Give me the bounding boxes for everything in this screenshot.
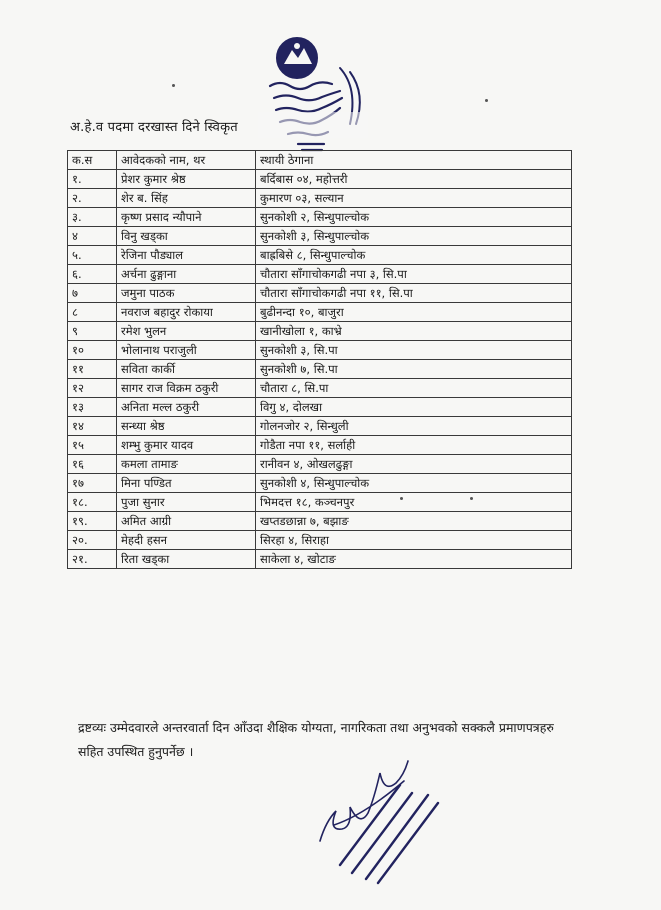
row-serial: २१. [68,550,117,569]
row-serial: ६. [68,265,117,284]
row-applicant-name: रमेश भुलन [117,322,256,341]
table-row [68,341,572,360]
row-address: बुढीनन्दा १०, बाजुरा [256,303,572,322]
row-applicant-name: अनिता मल्ल ठकुरी [117,398,256,417]
table-row [68,455,572,474]
row-address: साकेला ४, खोटाङ [256,550,572,569]
header-serial: क.स [68,151,117,170]
row-serial: ८ [68,303,117,322]
row-applicant-name: प्रेशर कुमार श्रेष्ठ [117,170,256,189]
row-address: चौतारा साँगाचोकगढी नपा ११, सि.पा [256,284,572,303]
row-serial: १६ [68,455,117,474]
row-serial: ११ [68,360,117,379]
row-serial: १८. [68,493,117,512]
row-applicant-name: शेर ब. सिंह [117,189,256,208]
row-applicant-name: सन्ध्या श्रेष्ठ [117,417,256,436]
row-serial: ५. [68,246,117,265]
row-address: खप्तडछान्ना ७, बझाङ [256,512,572,531]
table-row [68,170,572,189]
table-row [68,417,572,436]
table-row [68,208,572,227]
table-row [68,474,572,493]
row-serial: १९. [68,512,117,531]
row-serial: २. [68,189,117,208]
row-serial: १४ [68,417,117,436]
header-address: स्थायी ठेगाना [256,151,572,170]
table-row [68,227,572,246]
row-address: सुनकोशी ४, सिन्धुपाल्चोक [256,474,572,493]
page-heading: अ.हे.व पदमा दरखास्त दिने स्विकृत [70,120,238,135]
row-address: सुनकोशी ७, सि.पा [256,360,572,379]
table-row [68,246,572,265]
row-address: सुनकोशी २, सिन्धुपाल्चोक [256,208,572,227]
scan-speck [485,99,488,102]
row-address: कुमारण ०३, सल्यान [256,189,572,208]
row-address: भिमदत्त १८, कञ्चनपुर [256,493,572,512]
row-applicant-name: सागर राज विक्रम ठकुरी [117,379,256,398]
table-row [68,493,572,512]
table-row [68,550,572,569]
row-address: सिरहा ४, सिराहा [256,531,572,550]
row-applicant-name: भोलानाथ पराजुली [117,341,256,360]
table-row [68,398,572,417]
scan-speck [172,84,175,87]
table-row [68,512,572,531]
row-applicant-name: अमित आग्री [117,512,256,531]
note-text: द्रष्टव्यः उम्मेदवारले अन्तरवार्ता दिन आँउदा शैक्षिक योग्यता, नागरिकता तथा अनुभवको सक्कलै प्रमाणपत्रहरु सहित उपस्थित हुनुपर्नेछ । [78,720,554,759]
row-applicant-name: कृष्ण प्रसाद न्यौपाने [117,208,256,227]
signature-stamp [300,745,450,885]
row-serial: ९ [68,322,117,341]
row-serial: १५ [68,436,117,455]
row-applicant-name: मेहदी हसन [117,531,256,550]
office-seal [262,28,372,158]
row-address: रानीवन ४, ओखलढुङ्गा [256,455,572,474]
row-address: सुनकोशी ३, सि.पा [256,341,572,360]
row-applicant-name: शम्भु कुमार यादव [117,436,256,455]
row-serial: १३ [68,398,117,417]
row-address: खानीखोला १, काभ्रे [256,322,572,341]
applicant-table [67,150,572,569]
header-name: आवेदकको नाम, थर [117,151,256,170]
row-address: चौतारा साँगाचोकगढी नपा ३, सि.पा [256,265,572,284]
row-serial: ७ [68,284,117,303]
row-address: गोलनजोर २, सिन्धुली [256,417,572,436]
row-serial: १२ [68,379,117,398]
row-applicant-name: सविता कार्की [117,360,256,379]
row-applicant-name: नवराज बहादुर रोकाया [117,303,256,322]
table-row [68,360,572,379]
table-row [68,284,572,303]
table-row [68,265,572,284]
row-serial: १० [68,341,117,360]
table-row [68,379,572,398]
row-address: सुनकोशी ३, सिन्धुपाल्चोक [256,227,572,246]
table-header-row [68,151,572,170]
table-row [68,303,572,322]
row-serial: १. [68,170,117,189]
row-applicant-name: पुजा सुनार [117,493,256,512]
row-address: गोडैता नपा ११, सर्लाही [256,436,572,455]
seal-overlay [258,112,368,138]
table-row [68,189,572,208]
row-applicant-name: मिना पण्डित [117,474,256,493]
table-row [68,531,572,550]
row-applicant-name: जमुना पाठक [117,284,256,303]
row-applicant-name: अर्चना ढुङ्गाना [117,265,256,284]
table-row [68,436,572,455]
row-applicant-name: रेजिना पौड्याल [117,246,256,265]
applicant-table-body [68,151,572,569]
row-address: विगु ४, दोलखा [256,398,572,417]
row-serial: ४ [68,227,117,246]
table-row [68,322,572,341]
row-serial: ३. [68,208,117,227]
row-address: बाह्रबिसे ८, सिन्धुपाल्चोक [256,246,572,265]
row-applicant-name: कमला तामाङ [117,455,256,474]
row-address: बर्दिबास ०४, महोत्तरी [256,170,572,189]
row-address: चौतारा ८, सि.पा [256,379,572,398]
row-applicant-name: विनु खड्का [117,227,256,246]
row-applicant-name: रिता खड्का [117,550,256,569]
row-serial: २०. [68,531,117,550]
row-serial: १७ [68,474,117,493]
